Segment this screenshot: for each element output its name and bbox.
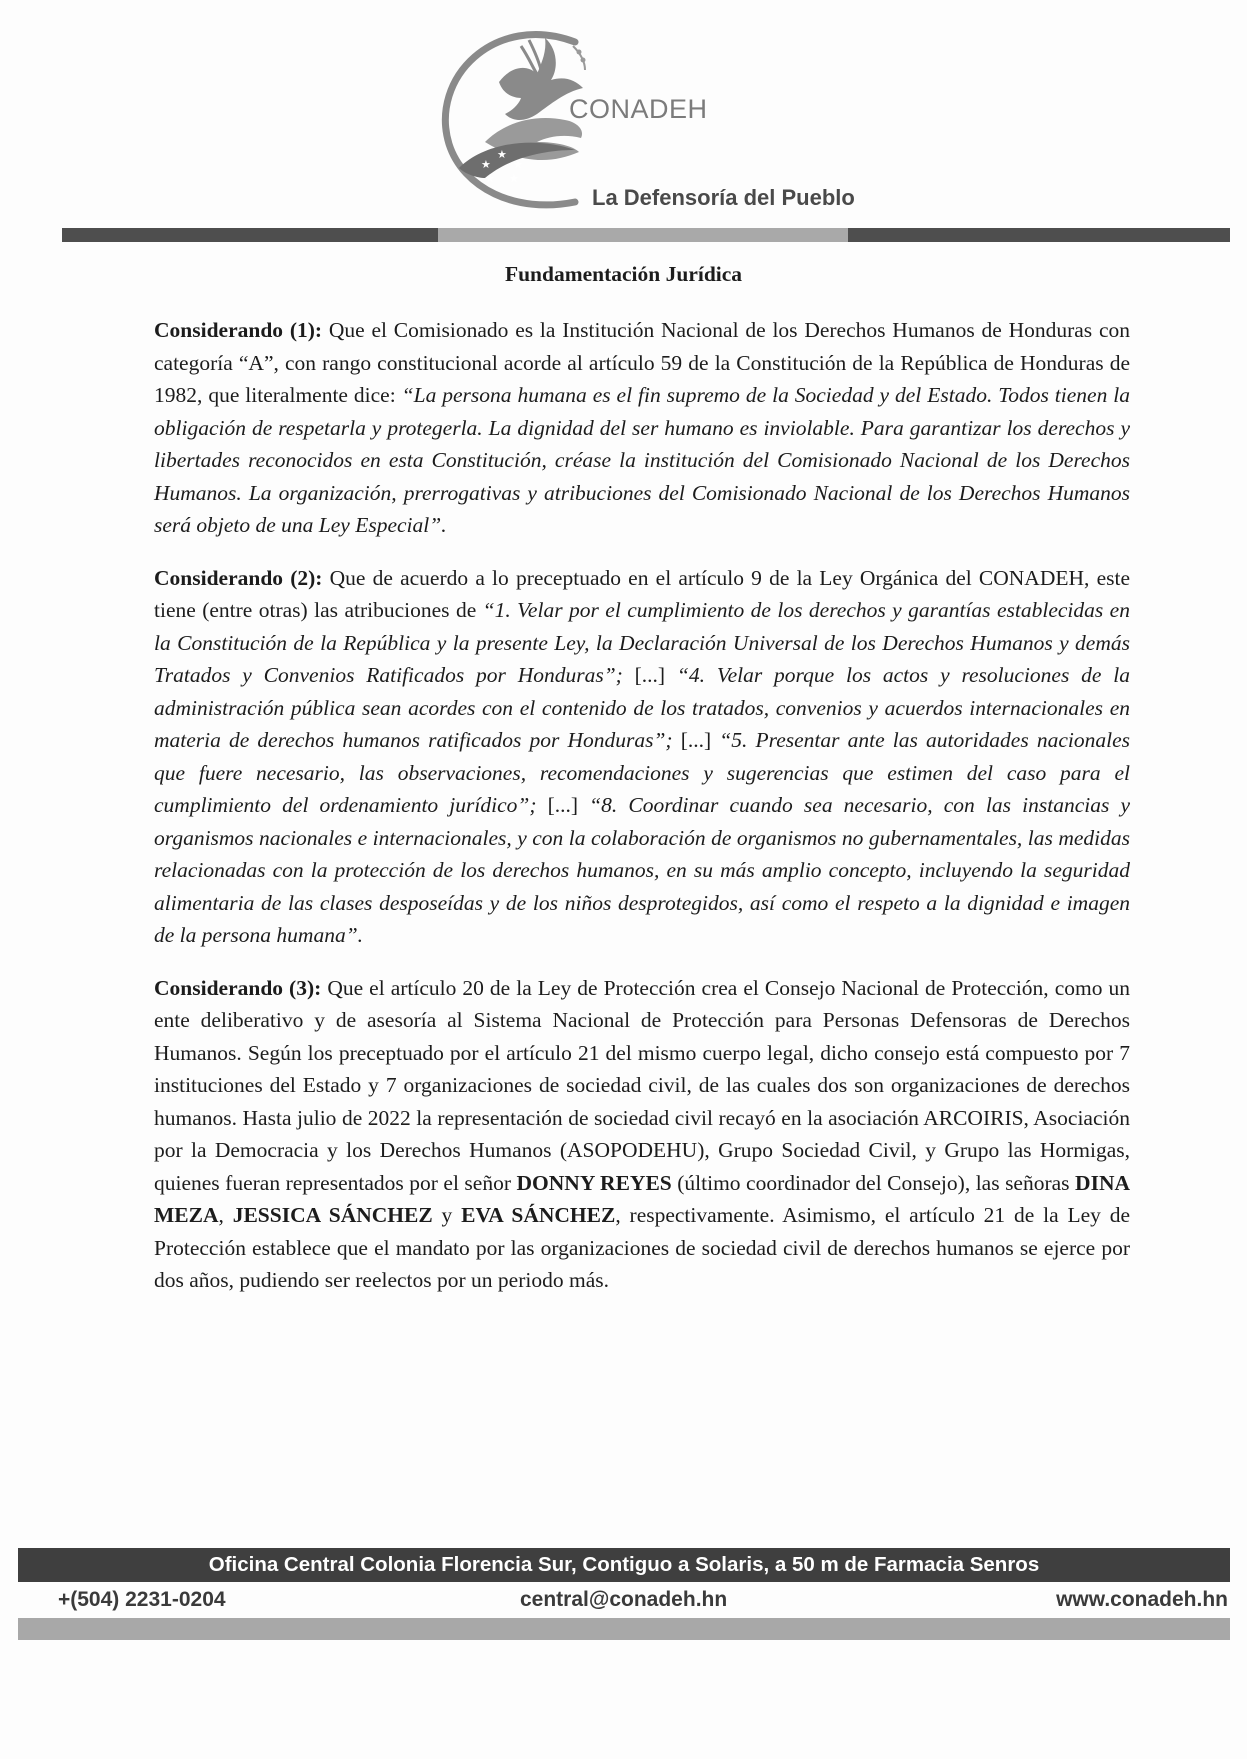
conadeh-logo [425, 18, 895, 228]
svg-text:★: ★ [481, 158, 491, 171]
body-text: (último coordinador del Consejo), las señoras [671, 1170, 1076, 1195]
person-name: EVA SÁNCHEZ [461, 1203, 616, 1227]
footer-address-band: Oficina Central Colonia Florencia Sur, Contiguo a Solaris, a 50 m de Farmacia Senros [18, 1548, 1230, 1582]
considerando-paragraph [154, 314, 1130, 542]
svg-text:★: ★ [509, 172, 519, 185]
person-name: JESSICA SÁNCHEZ [232, 1203, 433, 1227]
body-text: Que el artículo 20 de la Ley de Protección crea el Consejo Nacional de Protección, como un ente deliberativo y de asesoría al Sistema Nacional de Protección para Personas Defensoras de Derechos Humanos. Según los preceptuado por el artículo 21 del mismo cuerpo legal, dicho consejo está compuesto por 7 instituciones del Estado y 7 organizaciones de sociedad civil, de las cuales dos son organizaciones de derechos humanos. Hasta julio de 2022 la representación de sociedad civil recayó en la asociación ARCOIRIS, Asociación por la Democracia y los Derechos Humanos (ASOPODEHU), Grupo Sociedad Civil, y Grupo las Hormigas, quienes fueran representados por el señor [154, 975, 1130, 1195]
footer-website: www.conadeh.hn [1056, 1588, 1228, 1611]
body-text: , respectivamente. Asimismo, el artículo 21 de la Ley de Protección establece que el mandato por las organizaciones de sociedad civil de derechos humanos se ejerce por dos años, pudiendo ser reelectos por un periodo más. [154, 1203, 1130, 1292]
quoted-text: “4. Velar porque los actos y resoluciones de la administración pública sean acordes con el contenido de los tratados, convenios y acuerdos internacionales en materia de derechos humanos ratificados por Honduras”; [154, 663, 1130, 752]
body-text: y [432, 1203, 462, 1227]
svg-text:★: ★ [513, 158, 523, 171]
footer-phone: +(504) 2231-0204 [58, 1588, 226, 1611]
logo-wordmark: CONADEH [569, 94, 708, 124]
quoted-text: “5. Presentar ante las autoridades nacionales que fuere necesario, las observaciones, recomendaciones y sugerencias que estimen del caso para el cumplimiento del ordenamiento jurídico”; [154, 728, 1130, 817]
footer-contacts [18, 1586, 1230, 1614]
body-text: Que el Comisionado es la Institución Nacional de los Derechos Humanos de Honduras con categoría “A”, con rango constitucional acorde al artículo 59 de la Constitución de la República de Honduras de 1982, que literalmente dice: [154, 318, 1131, 407]
body-text: [...] [672, 728, 720, 752]
quoted-text: “La persona humana es el fin supremo de la Sociedad y del Estado. Todos tienen la obligación de respetarla y protegerla. La dignidad del ser humano es inviolable. Para garantizar los derechos y libertades reconocidos en esta Constitución, créase la institución del Comisionado Nacional de los Derechos Humanos. La organización, prerrogativas y atribuciones del Comisionado Nacional de los Derechos Humanos será objeto de una Ley Especial”. [154, 383, 1131, 537]
considerando-label: Considerando (3): [154, 975, 322, 1000]
person-name: DINA MEZA [154, 1170, 1130, 1227]
document-body [154, 314, 1130, 1317]
considerando-label: Considerando (2): [154, 565, 323, 590]
footer-email: central@conadeh.hn [520, 1588, 728, 1611]
considerando-paragraph [154, 562, 1130, 952]
svg-text:★: ★ [497, 148, 507, 161]
body-text: Que de acuerdo a lo preceptuado en el artículo 9 de la Ley Orgánica del CONADEH, este tiene (entre otras) las atribuciones de [154, 565, 1130, 622]
person-name: DONNY REYES [516, 1170, 672, 1195]
logo-tagline: La Defensoría del Pueblo [592, 185, 855, 210]
svg-text:★: ★ [485, 172, 495, 185]
document-title: Fundamentación Jurídica [504, 262, 743, 286]
footer-divider-bar [18, 1618, 1230, 1640]
body-text: [...] [622, 663, 677, 687]
header-divider-bar [62, 228, 1230, 242]
quoted-text: “8. Coordinar cuando sea necesario, con las instancias y organismos nacionales e internacionales, y con la colaboración de organismos no gubernamentales, las medidas relacionadas con la protección de los derechos humanos, en su más amplio concepto, incluyendo la seguridad alimentaria de las clases desposeídas y de los niños desprotegidos, así como el respeto a la dignidad e imagen de la persona humana”. [154, 793, 1130, 947]
body-text: , [218, 1203, 233, 1227]
quoted-text: “1. Velar por el cumplimiento de los derechos y garantías establecidas en la Constitución de la República y la presente Ley, la Declaración Universal de los Derechos Humanos y demás Tratados y Convenios Ratificados por Honduras”; [154, 598, 1130, 687]
body-text: [...] [536, 793, 590, 817]
considerando-paragraph [154, 972, 1130, 1297]
considerando-label: Considerando (1): [154, 318, 323, 342]
